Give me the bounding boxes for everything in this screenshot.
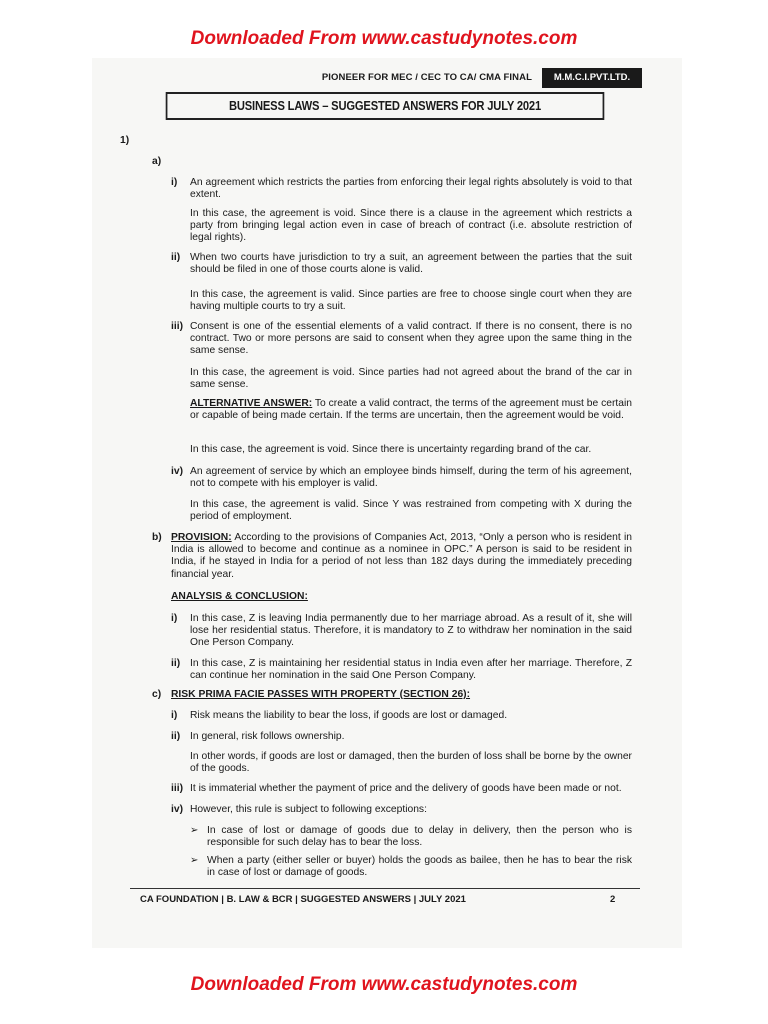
- a-iii-case: In this case, the agreement is void. Since parties had not agreed about the brand of the car in same sense.: [190, 367, 632, 391]
- c-ii-label: ii): [171, 731, 181, 742]
- b-i-text: In this case, Z is leaving India permanently due to her marriage abroad. As a result of it, she will lose her residential status. Therefore, it is mandatory to Z to withdraw her nomination in the said One Person Company.: [190, 613, 632, 649]
- risk-heading: RISK PRIMA FACIE PASSES WITH PROPERTY (SECTION 26):: [171, 689, 471, 700]
- part-c-label: c): [152, 689, 162, 700]
- a-alternative-answer: [190, 398, 632, 422]
- arrow-bullet-icon: ➢: [190, 825, 199, 836]
- c-i-text: Risk means the liability to bear the loss, if goods are lost or damaged.: [190, 710, 508, 721]
- footer-text: CA FOUNDATION | B. LAW & BCR | SUGGESTED ANSWERS | JULY 2021: [140, 894, 466, 905]
- alternative-answer-label: ALTERNATIVE ANSWER:: [190, 398, 313, 409]
- b-provision: [171, 532, 632, 581]
- provision-label: PROVISION:: [171, 532, 232, 543]
- b-i-label: i): [171, 613, 178, 624]
- a-iii-label: iii): [171, 321, 184, 332]
- question-number: 1): [120, 135, 130, 146]
- b-ii-text: In this case, Z is maintaining her residential status in India even after her marriage. Therefore, Z can continue her nomination in the said One Person Company.: [190, 658, 632, 682]
- a-iii-text: Consent is one of the essential elements of a valid contract. If there is no consent, there is no contract. Two or more persons are said to consent when they agree upon the same thing in the same sense.: [190, 321, 632, 357]
- a-alternative-case: In this case, the agreement is void. Since there is uncertainty regarding brand of the car.: [190, 444, 592, 455]
- a-i-text: An agreement which restricts the parties from enforcing their legal rights absolutely is void to that extent.: [190, 177, 632, 201]
- c-iv-text: However, this rule is subject to following exceptions:: [190, 804, 427, 815]
- download-banner-bottom: Downloaded From www.castudynotes.com: [190, 974, 578, 995]
- c-ii-more: In other words, if goods are lost or damaged, then the burden of loss shall be borne by the owner of the goods.: [190, 751, 632, 775]
- c-iv-label: iv): [171, 804, 184, 815]
- analysis-heading: ANALYSIS & CONCLUSION:: [171, 591, 308, 602]
- page-number: 2: [610, 894, 616, 905]
- arrow-bullet-icon: ➢: [190, 855, 199, 866]
- a-iv-case: In this case, the agreement is valid. Since Y was restrained from competing with X during the period of employment.: [190, 499, 632, 523]
- header-tagline: PIONEER FOR MEC / CEC TO CA/ CMA FINAL: [321, 72, 532, 83]
- c-ii-text: In general, risk follows ownership.: [190, 731, 345, 742]
- a-iv-text: An agreement of service by which an employee binds himself, during the term of his agreement, not to compete with his employer is valid.: [190, 466, 632, 490]
- a-i-case: In this case, the agreement is void. Since there is a clause in the agreement which restricts a party from bringing legal action even in case of breach of contract (i.e. absolute restriction of legal rights).: [190, 208, 632, 244]
- c-exception-2: When a party (either seller or buyer) holds the goods as bailee, then he has to bear the risk in case of lost or damage of goods.: [207, 855, 632, 879]
- part-b-label: b): [152, 532, 162, 543]
- a-ii-case: In this case, the agreement is valid. Since parties are free to choose single court when they are having multiple courts to try a suit.: [190, 289, 632, 313]
- a-iv-label: iv): [171, 466, 184, 477]
- c-iii-label: iii): [171, 783, 184, 794]
- a-ii-label: ii): [171, 252, 181, 263]
- document-title-text: BUSINESS LAWS – SUGGESTED ANSWERS FOR JULY 2021: [228, 98, 542, 113]
- b-ii-label: ii): [171, 658, 181, 669]
- part-a-label: a): [152, 156, 162, 167]
- c-iii-text: It is immaterial whether the payment of price and the delivery of goods have been made or not.: [190, 783, 622, 794]
- a-ii-text: When two courts have jurisdiction to try a suit, an agreement between the parties that the suit should be filed in one of those courts alone is valid.: [190, 252, 632, 276]
- c-i-label: i): [171, 710, 178, 721]
- header-brand: M.M.C.I.PVT.LTD.: [542, 68, 642, 88]
- footer-divider: [130, 888, 640, 889]
- c-exception-1: In case of lost or damage of goods due to delay in delivery, then the person who is responsible for such delay has to bear the loss.: [207, 825, 632, 849]
- provision-text: According to the provisions of Companies Act, 2013, “Only a person who is resident in India is allowed to become and continue as a nominee in OPC.” A person is said to be resident in India, if he stayed in India for a period of not less than 182 days during the immediately preceding financial year.: [171, 532, 632, 580]
- download-banner-top: Downloaded From www.castudynotes.com: [190, 28, 578, 49]
- a-i-label: i): [171, 177, 178, 188]
- alternative-answer-text: To create a valid contract, the terms of the agreement must be certain or capable of being made certain. If the terms are uncertain, then the agreement would be void.: [190, 398, 632, 422]
